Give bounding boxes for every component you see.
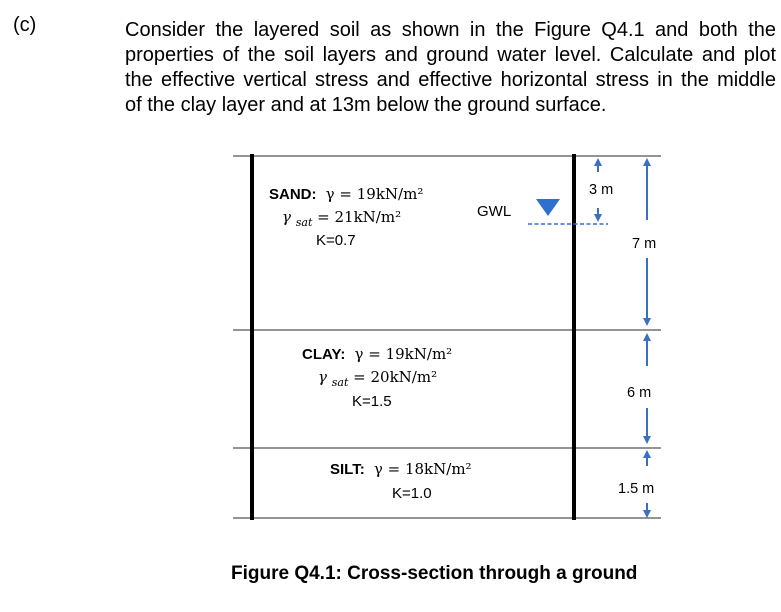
part-label: (c): [13, 14, 37, 36]
question-line-1: Consider the layered soil as shown in the Figure Q4.1 and both the: [125, 19, 776, 41]
sand-k: K=0.7: [316, 232, 356, 249]
clay-thickness-label: 6 m: [627, 385, 652, 401]
sand-gamma: γ = 19kN/m²: [325, 185, 424, 203]
sand-line-1: [269, 185, 423, 203]
clay-gamma: γ = 19kN/m²: [354, 345, 453, 363]
silt-k: K=1.0: [392, 485, 432, 502]
clay-gamma-sat-symbol: γ: [318, 368, 327, 386]
sand-name: SAND:: [269, 186, 317, 203]
question-line-3: the effective vertical stress and effective horizontal stress in the middle: [125, 69, 776, 91]
gwl-depth-label: 3 m: [589, 182, 614, 198]
silt-line-1: [330, 460, 472, 478]
clay-gamma-sat-sub: sat: [331, 376, 349, 389]
figure-caption: Figure Q4.1: Cross-section through a ground: [231, 563, 638, 584]
sand-gamma-sat-symbol: γ: [282, 208, 291, 226]
silt-name: SILT:: [330, 461, 365, 478]
sand-gamma-sat: [282, 208, 401, 230]
gwl-triangle-icon: [536, 199, 560, 216]
sand-gamma-sat-sub: sat: [295, 216, 313, 229]
clay-gamma-sat-value: = 20kN/m²: [353, 368, 438, 386]
question-line-4: of the clay layer and at 13m below the ground surface.: [125, 94, 607, 116]
silt-thickness-label: 1.5 m: [618, 481, 655, 497]
sand-gamma-sat-value: = 21kN/m²: [317, 208, 402, 226]
clay-line-1: [302, 345, 452, 363]
gwl-label: GWL: [477, 203, 512, 220]
silt-gamma: γ = 18kN/m²: [373, 460, 472, 478]
sand-thickness-label: 7 m: [632, 236, 657, 252]
clay-gamma-sat: [318, 368, 437, 390]
question-line-2: properties of the soil layers and ground water level. Calculate and plot: [125, 44, 776, 66]
clay-name: CLAY:: [302, 346, 346, 363]
clay-k: K=1.5: [352, 393, 392, 410]
